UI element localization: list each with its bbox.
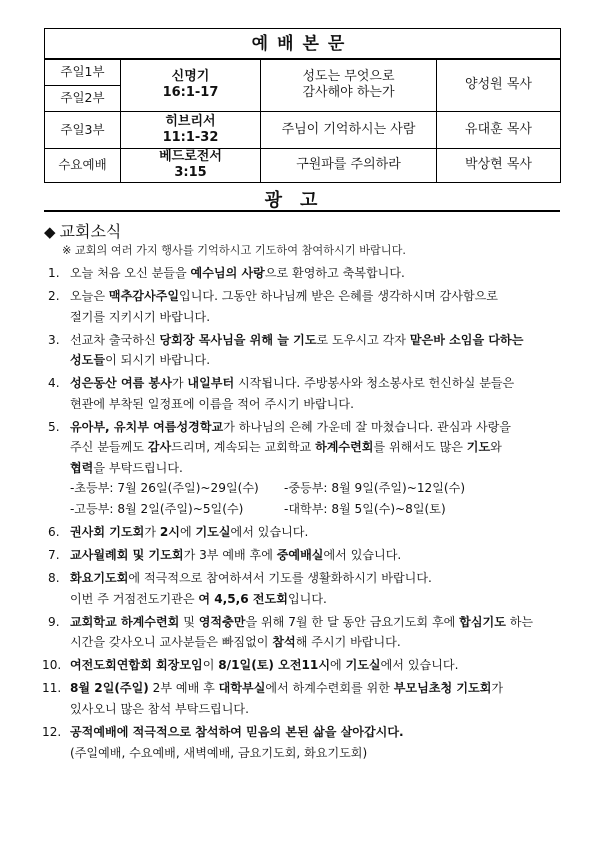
scripture-passage: 신명기 16:1-17 [121, 59, 261, 111]
item-line [70, 632, 560, 653]
item-line [70, 722, 560, 743]
emphasis-text: 8월 2일(주일) [70, 681, 149, 696]
schedule-entry: -고등부: 8월 2일(주일)~5일(수) [70, 501, 244, 516]
item-line [70, 263, 560, 284]
emphasis-text: 기도실 [345, 658, 381, 673]
emphasis-text: 참석 [272, 635, 296, 650]
item-number: 12. [42, 725, 62, 740]
title-divider [44, 210, 560, 212]
text: 가 [491, 681, 504, 696]
scripture-passage: 히브리서 11:1-32 [121, 111, 261, 148]
announcements-title: 광고 [264, 190, 336, 211]
emphasis-text: 중예배실 [276, 548, 324, 563]
text: 오늘은 [70, 289, 109, 304]
text: 있사오니 많은 참석 부탁드립니다. [70, 701, 249, 716]
emphasis-text: 교회학교 하계수련회 [70, 614, 180, 629]
text: 이 되시기 바랍니다. [105, 353, 211, 368]
emphasis-text: 권사회 기도회 [70, 524, 145, 539]
emphasis-text: 유아부, 유치부 여름성경학교 [70, 419, 224, 434]
text: 시작됩니다. 주방봉사와 청소봉사로 헌신하실 분들은 [234, 376, 515, 391]
item-number: 1. [48, 266, 60, 280]
item-line [70, 743, 560, 764]
service-name: 주일3부 [45, 111, 121, 148]
schedule-entry: -중등부: 8월 9일(주일)~12일(수) [284, 481, 466, 496]
announcement-item [48, 373, 560, 414]
item-number: 3. [48, 332, 60, 347]
emphasis-text: 예수님의 사랑 [190, 266, 265, 280]
text: 현관에 부착된 일정표에 이름을 적어 주시기 바랍니다. [70, 396, 354, 411]
sermon-title: 성도는 무엇으로 감사해야 하는가 [261, 59, 437, 111]
announcement-item [48, 286, 560, 327]
text: 에 [179, 524, 196, 539]
section-title: 교회소식 [59, 222, 122, 241]
item-line [70, 437, 560, 458]
announcement-item [42, 722, 560, 763]
emphasis-text: 내일부터 [187, 376, 235, 391]
diamond-icon: ◆ [44, 223, 56, 241]
item-number: 10. [42, 658, 62, 673]
service-name: 주일2부 [45, 85, 121, 111]
text: 에 [330, 658, 346, 673]
text: 하는 [505, 614, 534, 629]
section-heading [44, 219, 121, 242]
text: 을 부탁드립니다. [93, 460, 183, 475]
item-line [70, 568, 560, 589]
item-number: 7. [48, 548, 60, 563]
emphasis-text: 8/1일(토) 오전11시 [218, 658, 331, 673]
text: 이 [202, 658, 219, 673]
emphasis-text: 협력 [70, 460, 94, 475]
announcement-item [48, 263, 560, 284]
emphasis-text: 당회장 목사님을 위해 늘 기도 [159, 332, 317, 347]
item-number: 2. [48, 289, 60, 304]
item-line [70, 612, 560, 633]
text: 을 위해 7월 한 달 동안 금요기도회 후에 [245, 614, 460, 629]
text: 에서 있습니다. [323, 548, 402, 563]
announcement-list [42, 263, 560, 766]
announcement-item [48, 522, 560, 543]
text: 드리며, 계속되는 교회학교 [171, 440, 316, 455]
announcement-item [42, 655, 560, 676]
item-line [70, 678, 560, 699]
sermon-table-title: 예배본문 [45, 29, 561, 60]
item-line [70, 417, 560, 438]
item-line [70, 350, 560, 371]
emphasis-text: 영적충만 [198, 614, 246, 629]
text: (주일예배, 수요예배, 새벽예배, 금요기도회, 화요기도회) [70, 745, 368, 760]
text: 가 [144, 524, 160, 539]
announcement-item [42, 678, 560, 719]
emphasis-text: 감사 [147, 440, 172, 455]
text: 주신 분들께도 [70, 440, 148, 455]
item-line [70, 522, 560, 543]
emphasis-text: 여 4,5,6 전도회 [198, 591, 288, 606]
schedule-row [70, 478, 560, 499]
text: 2부 예배 후 [148, 681, 219, 696]
text: 및 [179, 614, 199, 629]
text: 으로 환영하고 축복합니다. [264, 266, 405, 280]
emphasis-text: 2시 [159, 524, 180, 539]
emphasis-text: 성은동산 여름 봉사 [70, 376, 172, 391]
item-line [70, 307, 560, 328]
text: 와 [490, 440, 502, 455]
item-line [70, 589, 560, 610]
text: 에 적극적으로 참여하셔서 기도를 생활화하시기 바랍니다. [128, 571, 432, 586]
preacher-name: 박상현 목사 [437, 148, 561, 182]
text: 에서 있습니다. [230, 524, 309, 539]
text: 를 위해서도 많은 [373, 440, 467, 455]
item-line [70, 373, 560, 394]
text: 에서 하계수련회를 위한 [265, 681, 394, 696]
item-number: 9. [48, 614, 60, 629]
schedule-entry: -초등부: 7월 26일(주일)~29일(수) [70, 481, 259, 496]
schedule-row [70, 499, 560, 520]
schedule-entry: -대학부: 8월 5일(수)~8일(토) [284, 501, 446, 516]
emphasis-text: 여전도회연합회 회장모임 [70, 658, 203, 673]
item-line [70, 458, 560, 479]
emphasis-text: 대학부실 [218, 681, 266, 696]
item-number: 6. [48, 524, 60, 539]
emphasis-text: 교사월례회 및 기도회 [70, 548, 184, 563]
text: 시간을 갖사오니 교사분들은 빠짐없이 [70, 635, 273, 650]
announcement-item [48, 612, 560, 653]
text: 선교차 출국하신 [70, 332, 160, 347]
emphasis-text: 성도들 [70, 353, 106, 368]
text: 입니다. 그동안 하나님께 받은 은혜를 생각하시며 감사함으로 [179, 289, 498, 304]
sermon-title: 주님이 기억하시는 사람 [261, 111, 437, 148]
section-note: ※ 교회의 여러 가지 행사를 기억하시고 기도하여 참여하시기 바랍니다. [62, 244, 406, 257]
text: 오늘 처음 오신 분들을 [70, 266, 191, 280]
item-number: 8. [48, 571, 60, 586]
item-number: 5. [48, 419, 60, 434]
emphasis-text: 화요기도회 [70, 571, 129, 586]
emphasis-text: 기도실 [195, 524, 231, 539]
emphasis-text: 합심기도 [459, 614, 506, 629]
announcement-item [48, 545, 560, 566]
emphasis-text: 하계수련회 [315, 440, 374, 455]
emphasis-text: 기도 [466, 440, 491, 455]
text: 입니다. [287, 591, 327, 606]
emphasis-text: 부모님초청 기도회 [393, 681, 492, 696]
announcement-item [48, 330, 560, 371]
scripture-passage: 베드로전서 3:15 [121, 148, 261, 182]
text: 에서 있습니다. [380, 658, 459, 673]
sermon-title: 구원파를 주의하라 [261, 148, 437, 182]
announcement-item [48, 417, 560, 520]
text: 이번 주 거점전도기관은 [70, 591, 199, 606]
item-line [70, 545, 560, 566]
item-number: 4. [48, 376, 60, 391]
emphasis-text: 맡은바 소임을 다하는 [409, 332, 524, 347]
service-name: 수요예배 [45, 148, 121, 182]
item-line [70, 394, 560, 415]
item-line [70, 330, 560, 351]
service-name: 주일1부 [45, 59, 121, 85]
text: 가 하나님의 은혜 가운데 잘 마쳤습니다. 관심과 사랑을 [223, 419, 511, 434]
text: 가 3부 예배 후에 [183, 548, 277, 563]
item-number: 11. [42, 681, 62, 696]
text: 로 도우시고 각자 [316, 332, 410, 347]
preacher-name: 유대훈 목사 [437, 111, 561, 148]
item-line [70, 286, 560, 307]
text: 해 주시기 바랍니다. [295, 635, 401, 650]
item-line [70, 699, 560, 720]
emphasis-text: 맥추감사주일 [108, 289, 180, 304]
text: 가 [171, 376, 188, 391]
preacher-name: 양성원 목사 [437, 59, 561, 111]
emphasis-text: 공적예배에 적극적으로 참석하여 믿음의 본된 삶을 살아갑시다. [70, 725, 404, 740]
item-line [70, 655, 560, 676]
text: 절기를 지키시기 바랍니다. [70, 309, 211, 324]
sermon-table [44, 28, 561, 183]
announcement-item [48, 568, 560, 609]
